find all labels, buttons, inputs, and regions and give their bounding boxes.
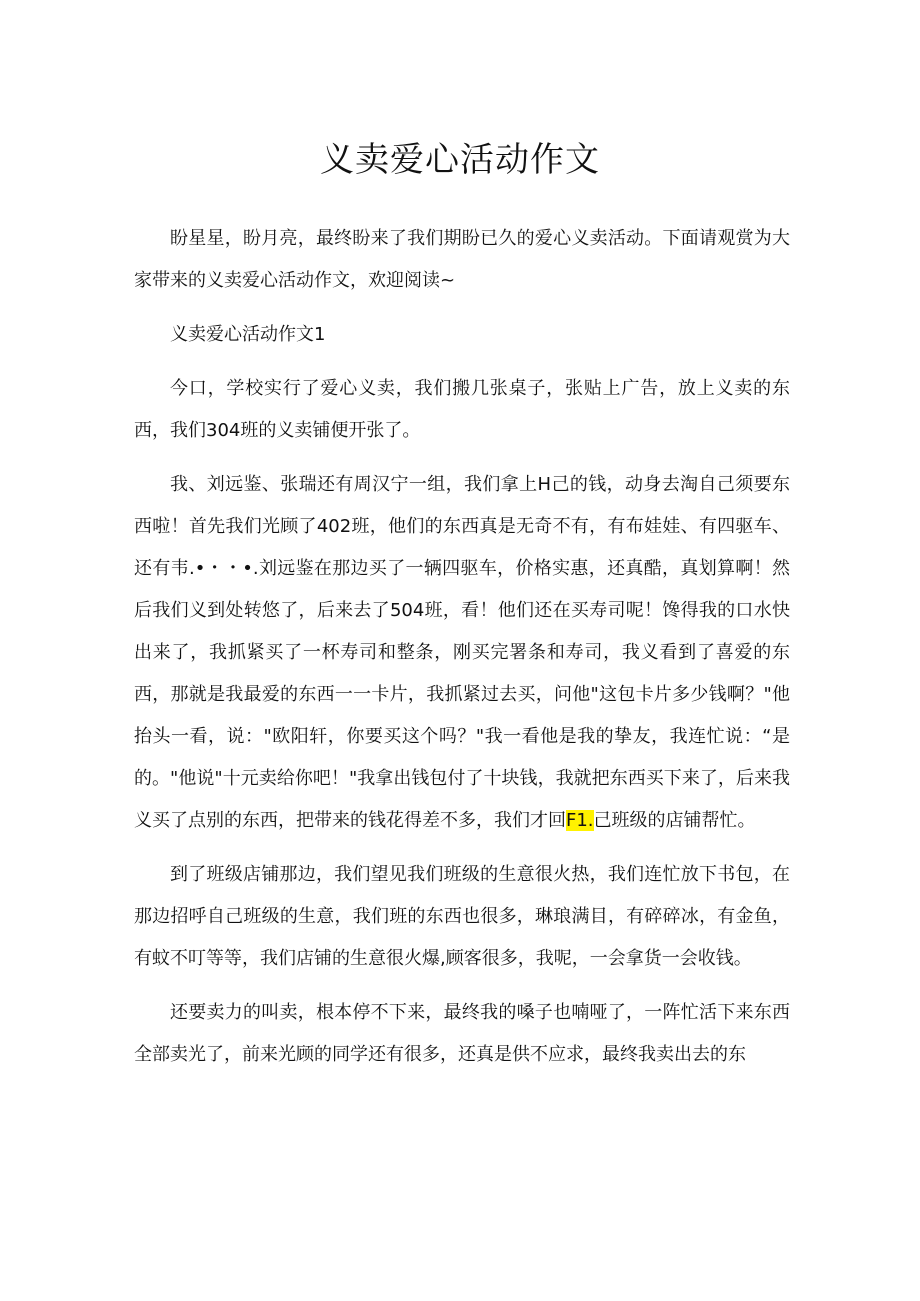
highlighted-text: F1. bbox=[566, 810, 594, 831]
paragraph-1: 今口，学校实行了爱心义卖，我们搬几张桌子，张贴上广告，放上义卖的东西，我们304班的义卖铺便开张了。 bbox=[134, 378, 790, 441]
essay-subtitle: 义卖爱心活动作文1 bbox=[170, 324, 326, 345]
paragraph-2-text-after: 己班级的店铺帮忙。 bbox=[593, 810, 756, 831]
intro-paragraph: 盼星星，盼月亮，最终盼来了我们期盼已久的爱心义卖活动。下面请观赏为大家带来的义卖爱心活动作文，欢迎阅读~ bbox=[134, 228, 790, 291]
paragraph-4: 还要卖力的叫卖，根本停不下来，最终我的嗓子也喃哑了，一阵忙活下来东西全部卖光了，前来光顾的同学还有很多，还真是供不应求，最终我卖出去的东 bbox=[134, 1002, 790, 1065]
document-body bbox=[134, 218, 790, 1088]
document-title: 义卖爱心活动作文 bbox=[320, 140, 600, 180]
paragraph-3: 到了班级店铺那边，我们望见我们班级的生意很火热，我们连忙放下书包，在那边招呼自己班级的生意，我们班的东西也很多，琳琅满目，有碎碎冰，有金鱼，有蚊不叮等等，我们店铺的生意很火爆,顾客很多，我呢，一会拿货一会收钱。 bbox=[134, 864, 790, 969]
paragraph-2 bbox=[134, 464, 790, 842]
paragraph-2-text-before: 我、刘远鉴、张瑞还有周汉宁一组，我们拿上H己的钱，动身去淘自己须要东西啦！首先我们光顾了402班，他们的东西真是无奇不有，有布娃娃、有四驱车、还有韦.•・・•.刘远鉴在那边买了一辆四驱车，价格实惠，还真酷，真划算啊！然后我们义到处转悠了，后来去了504班，看！他们还在买寿司呢！馋得我的口水快出来了，我抓紧买了一杯寿司和整条，刚买完署条和寿司，我义看到了喜爱的东西，那就是我最爱的东西一一卡片，我抓紧过去买，问他"这包卡片多少钱啊？"他抬头一看，说："欧阳轩，你要买这个吗？"我一看他是我的挚友，我连忙说：“是的。"他说"十元卖给你吧！"我拿出钱包付了十块钱，我就把东西买下来了，后来我义买了点别的东西，把带来的钱花得差不多，我们才回 bbox=[134, 474, 790, 831]
